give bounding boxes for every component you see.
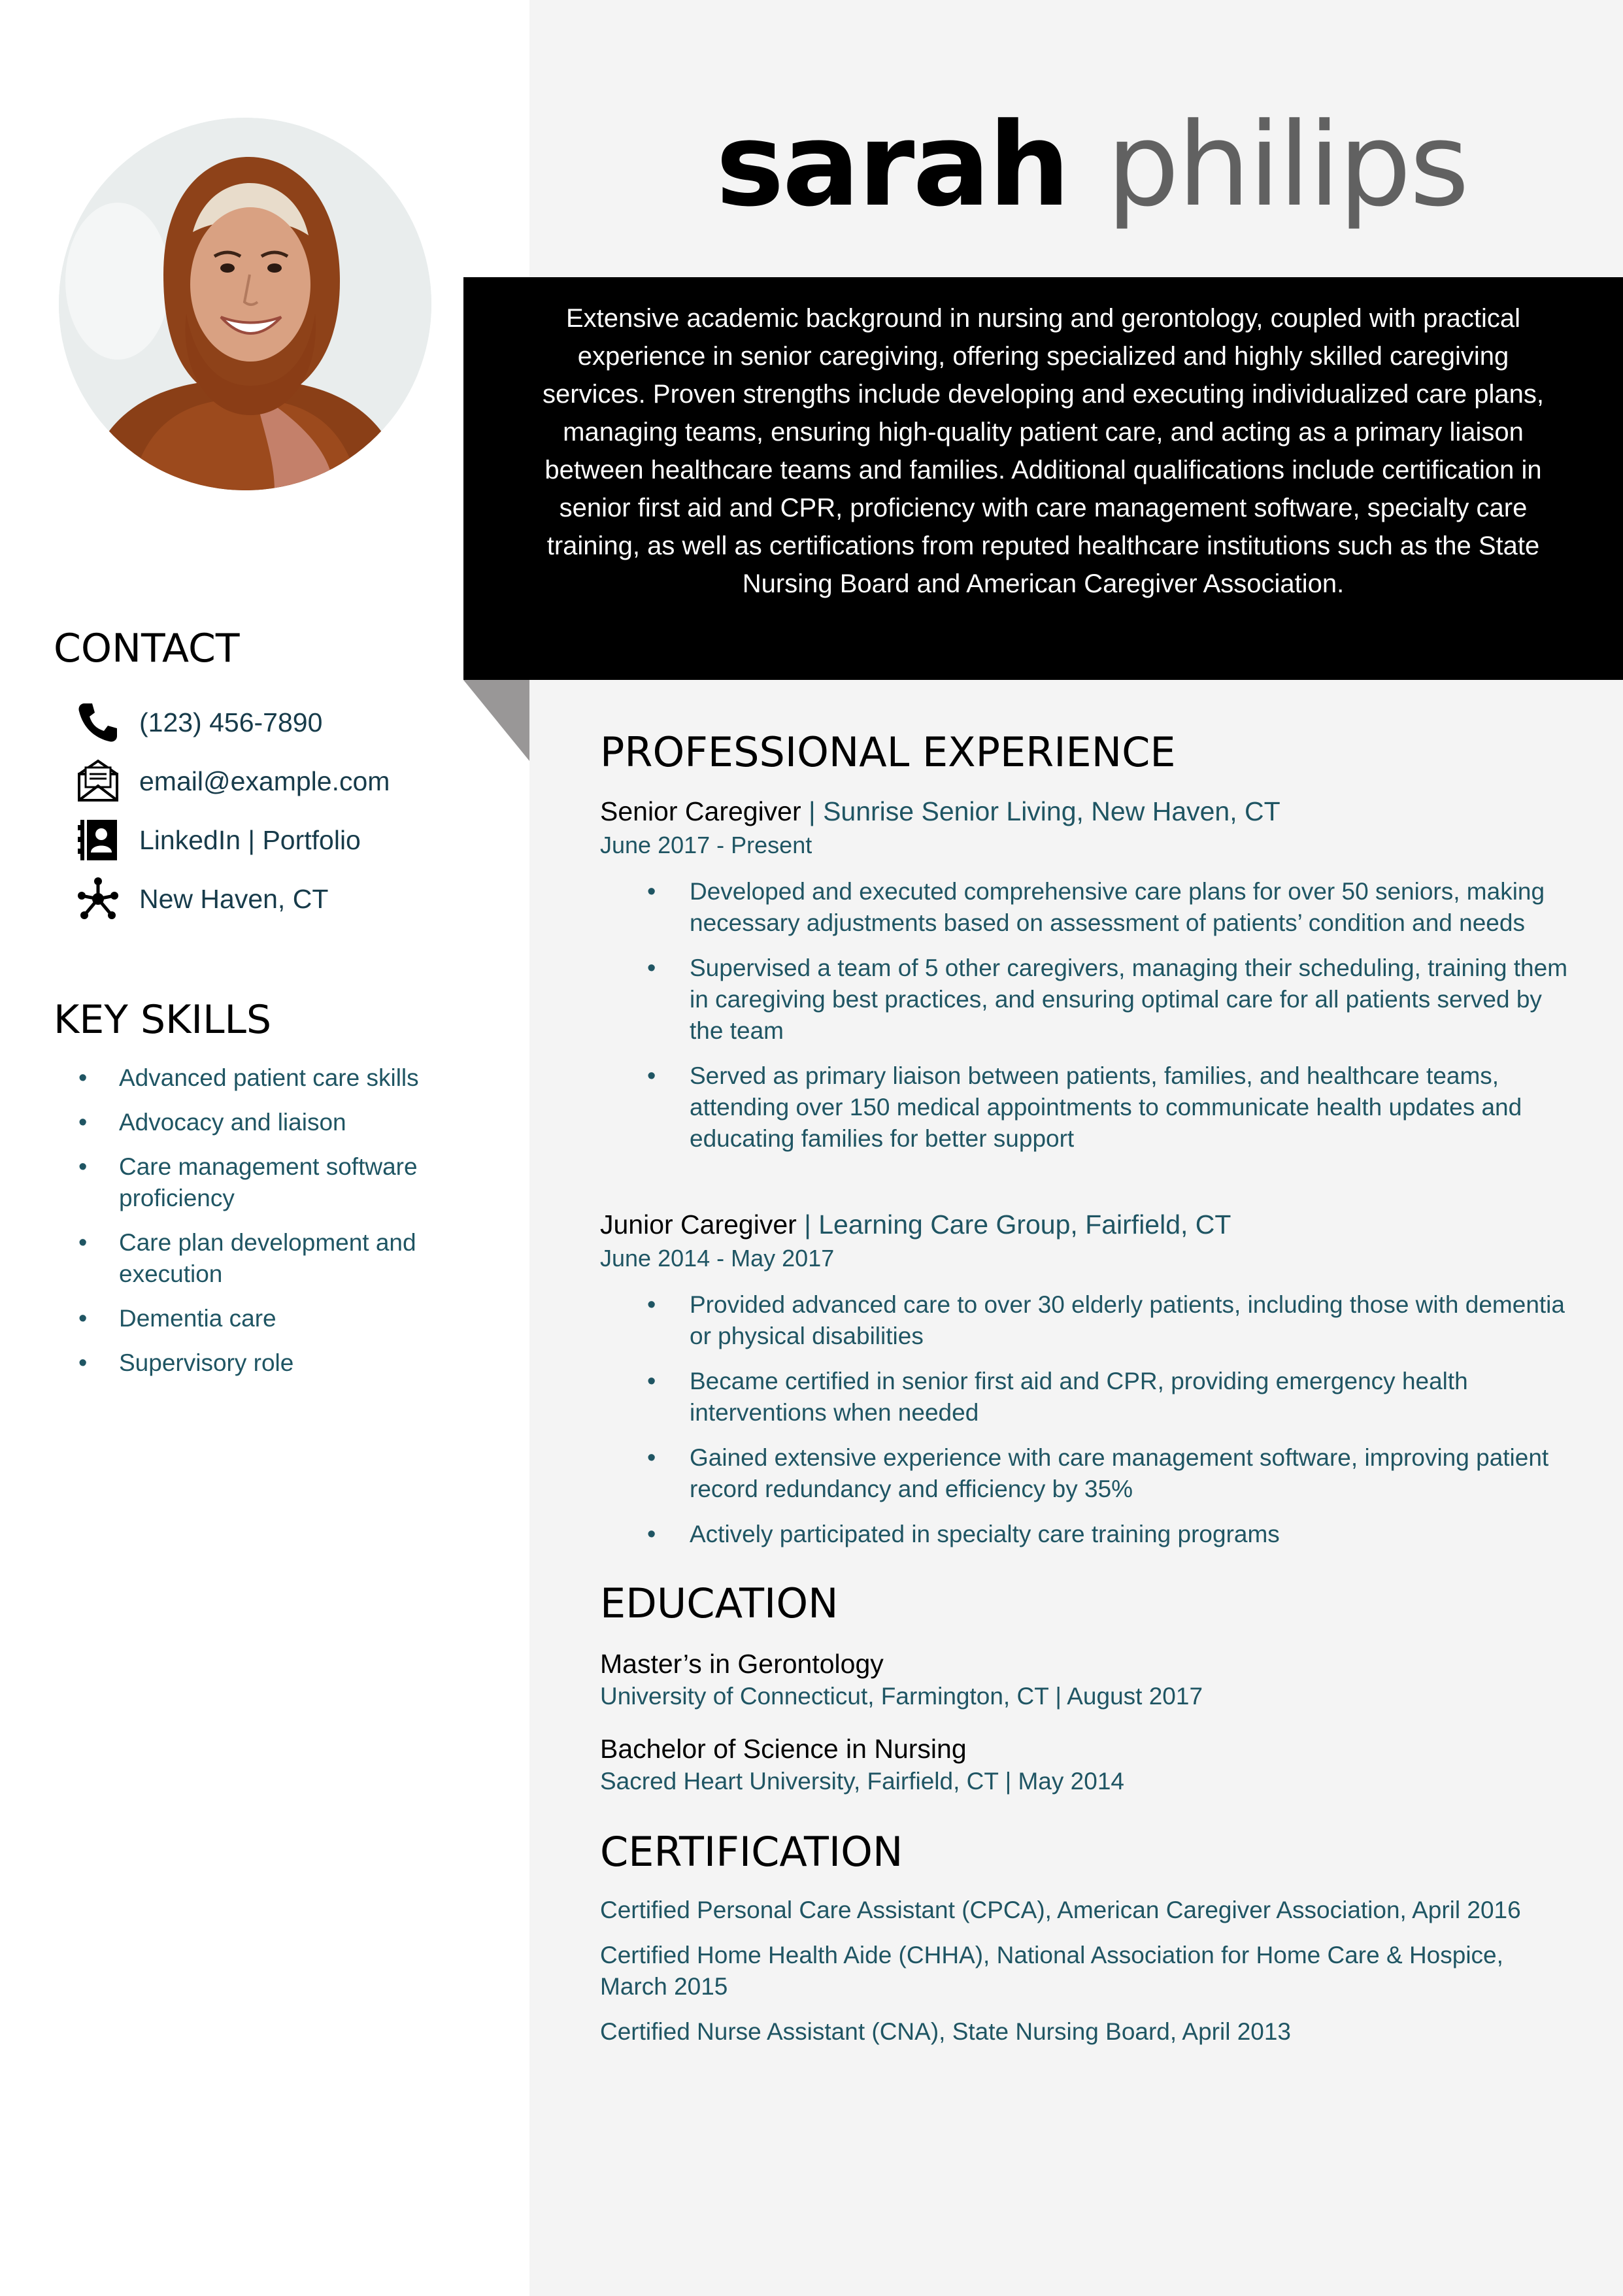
first-name: sarah <box>716 98 1069 232</box>
education-school: University of Connecticut, Farmington, CT | August 2017 <box>600 1683 1203 1710</box>
job-header <box>600 796 1280 827</box>
summary-fold-decoration <box>463 680 529 761</box>
profile-photo <box>59 118 431 490</box>
job-organization: Sunrise Senior Living, New Haven, CT <box>823 796 1280 826</box>
job-role: Senior Caregiver <box>600 796 801 826</box>
job-role: Junior Caregiver <box>600 1209 797 1240</box>
certification-title: CERTIFICATION <box>600 1828 903 1876</box>
contact-links <box>75 811 390 869</box>
skill-item: • Advocacy and liaison <box>78 1107 471 1138</box>
certification-item: Certified Home Health Aide (CHHA), National Association for Home Care & Hospice, March 2015 <box>600 1942 1503 2000</box>
contact-phone <box>75 693 390 752</box>
skill-item: • Care plan development and execution <box>78 1227 471 1290</box>
contact-phone-text[interactable]: (123) 456-7890 <box>139 707 323 737</box>
summary-text: Extensive academic background in nursing and gerontology, coupled with practical experience in senior caregiving, offering specialized and highly skilled caregiving services. Proven strengths include developing and executing individualized care plans, managing teams, ensuring high-quality patient care, and acting as a primary liaison between healthcare teams and families. Additional qualifications include certification in senior first aid and CPR, proficiency with care management software, specialty care training, as well as certifications from reputed healthcare institutions such as the State Nursing Board and American Caregiver Association. <box>542 304 1545 598</box>
job-bullet: • Gained extensive experience with care management software, improving patient record redundancy and efficiency by 35% <box>647 1442 1575 1505</box>
experience-title: PROFESSIONAL EXPERIENCE <box>600 728 1176 776</box>
candidate-name <box>716 98 1468 232</box>
certification-item: Certified Personal Care Assistant (CPCA), American Caregiver Association, April 2016 <box>600 1897 1521 1923</box>
job-bullet: • Served as primary liaison between patients, families, and healthcare teams, attending over 150 medical appointments to communicate health updates and educating families for better support <box>647 1060 1575 1155</box>
contact-card-icon <box>75 815 126 866</box>
job-bullet: • Supervised a team of 5 other caregivers, managing their scheduling, training them in caregiving best practices, and ensuring optimal care for all patients served by the team <box>647 953 1575 1047</box>
education-degree: Bachelor of Science in Nursing <box>600 1734 967 1764</box>
skills-list <box>78 1062 471 1392</box>
contact-list <box>75 693 390 928</box>
job-dates: June 2017 - Present <box>600 832 812 858</box>
skill-item: • Advanced patient care skills <box>78 1062 471 1094</box>
skills-title: KEY SKILLS <box>54 997 272 1043</box>
summary-box <box>463 277 1623 680</box>
job-organization: Learning Care Group, Fairfield, CT <box>818 1209 1231 1240</box>
job-bullet: • Became certified in senior first aid and CPR, providing emergency health interventions when needed <box>647 1366 1575 1428</box>
job-bullet: • Provided advanced care to over 30 elderly patients, including those with dementia or physical disabilities <box>647 1289 1575 1352</box>
email-icon <box>75 756 126 807</box>
job-bullets <box>647 1289 1575 1564</box>
job-bullet: • Actively participated in specialty care training programs <box>647 1519 1575 1550</box>
skill-item: • Dementia care <box>78 1303 471 1334</box>
contact-location-text: New Haven, CT <box>139 883 329 914</box>
network-icon <box>75 873 126 924</box>
contact-title: CONTACT <box>54 626 240 671</box>
job-bullet: • Developed and executed comprehensive care plans for over 50 seniors, making necessary adjustments based on assessment of patients’ condition and needs <box>647 876 1575 939</box>
portrait-illustration <box>59 118 431 490</box>
certification-item: Certified Nurse Assistant (CNA), State Nursing Board, April 2013 <box>600 2018 1292 2045</box>
job-separator: | <box>796 1209 819 1240</box>
contact-location <box>75 869 390 928</box>
last-name: philips <box>1106 98 1468 232</box>
education-title: EDUCATION <box>600 1579 839 1627</box>
education-school: Sacred Heart University, Fairfield, CT | May 2014 <box>600 1768 1124 1795</box>
job-dates: June 2014 - May 2017 <box>600 1245 835 1272</box>
education-degree: Master’s in Gerontology <box>600 1649 884 1679</box>
contact-email <box>75 752 390 811</box>
skill-item: • Supervisory role <box>78 1347 471 1379</box>
contact-email-text[interactable]: email@example.com <box>139 766 390 796</box>
job-header <box>600 1209 1231 1240</box>
certification-list <box>600 1895 1567 2061</box>
job-bullets <box>647 876 1575 1168</box>
contact-links-text[interactable]: LinkedIn | Portfolio <box>139 824 361 855</box>
phone-icon <box>75 697 126 748</box>
skill-item: • Care management software proficiency <box>78 1151 471 1214</box>
job-separator: | <box>801 796 824 826</box>
